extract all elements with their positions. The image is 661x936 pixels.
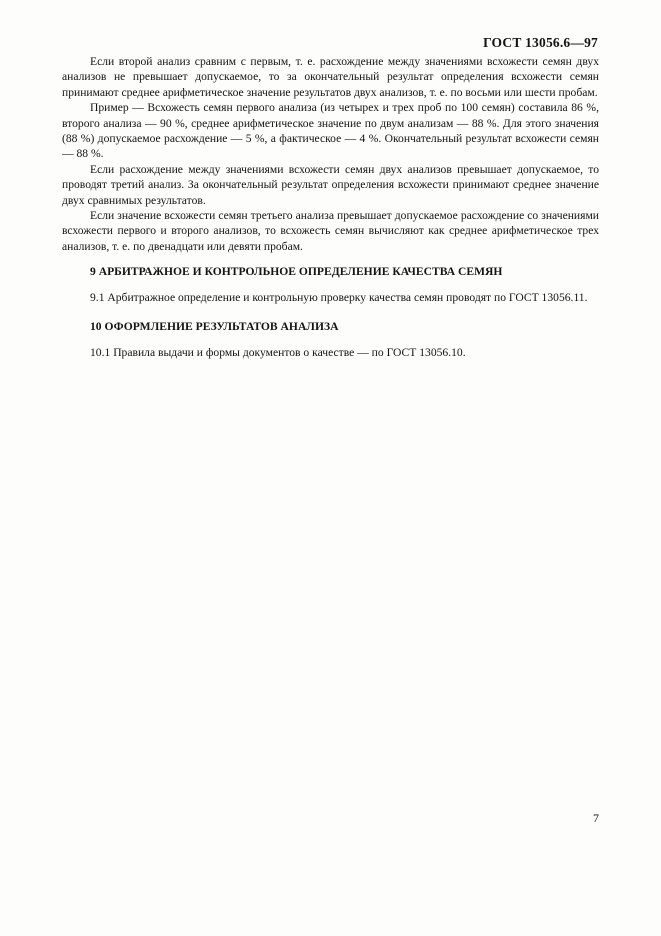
section-9-clause-1: 9.1 Арбитражное определение и контрольную проверку качества семян проводят по ГОСТ 13056.11. [90, 290, 588, 304]
paragraph-third-analysis: Если расхождение между значениями всхожести семян двух анализов превышает допускаемое, то проводят третий анализ. За окончательный результат определения всхожести принимают среднее значение двух сравнимых результатов. [62, 162, 599, 207]
paragraph-example: Пример — Всхожесть семян первого анализа (из четырех и трех проб по 100 семян) составила 86 %, второго анализа — 90 %, среднее арифметическое значение по двум анализам — 88 %. Для этого значения (88 %) допускаемое расхождение — 5 %, а фактическое — 4 %. Окончательный результат всхожести семян — 88 %. [62, 101, 599, 161]
section-10-heading: 10 ОФОРМЛЕНИЕ РЕЗУЛЬТАТОВ АНАЛИЗА [90, 320, 339, 334]
paragraph-averaging-rule: Если второй анализ сравним с первым, т. е. расхождение между значениями всхожести семян двух анализов не превышает допускаемое, то за окончательный результат определения всхожести семян принимают среднее арифметическое значение результатов двух анализов, т. е. по восьми или шести пробам. [62, 55, 599, 99]
section-9-heading: 9 АРБИТРАЖНОЕ И КОНТРОЛЬНОЕ ОПРЕДЕЛЕНИЕ КАЧЕСТВА СЕМЯН [90, 265, 503, 279]
document-body [62, 54, 599, 360]
document-code-header: ГОСТ 13056.6—97 [483, 35, 598, 50]
section-10-clause-1: 10.1 Правила выдачи и формы документов о качестве — по ГОСТ 13056.10. [90, 345, 466, 359]
paragraph-third-analysis-exceeds: Если значение всхожести семян третьего анализа превышает допускаемое расхождение со значениями всхожести первого и второго анализов, то всхожесть семян вычисляют как среднее арифметическое трех анализов, т. е. по двенадцати или девяти пробам. [62, 209, 599, 253]
page-number: 7 [593, 811, 599, 825]
